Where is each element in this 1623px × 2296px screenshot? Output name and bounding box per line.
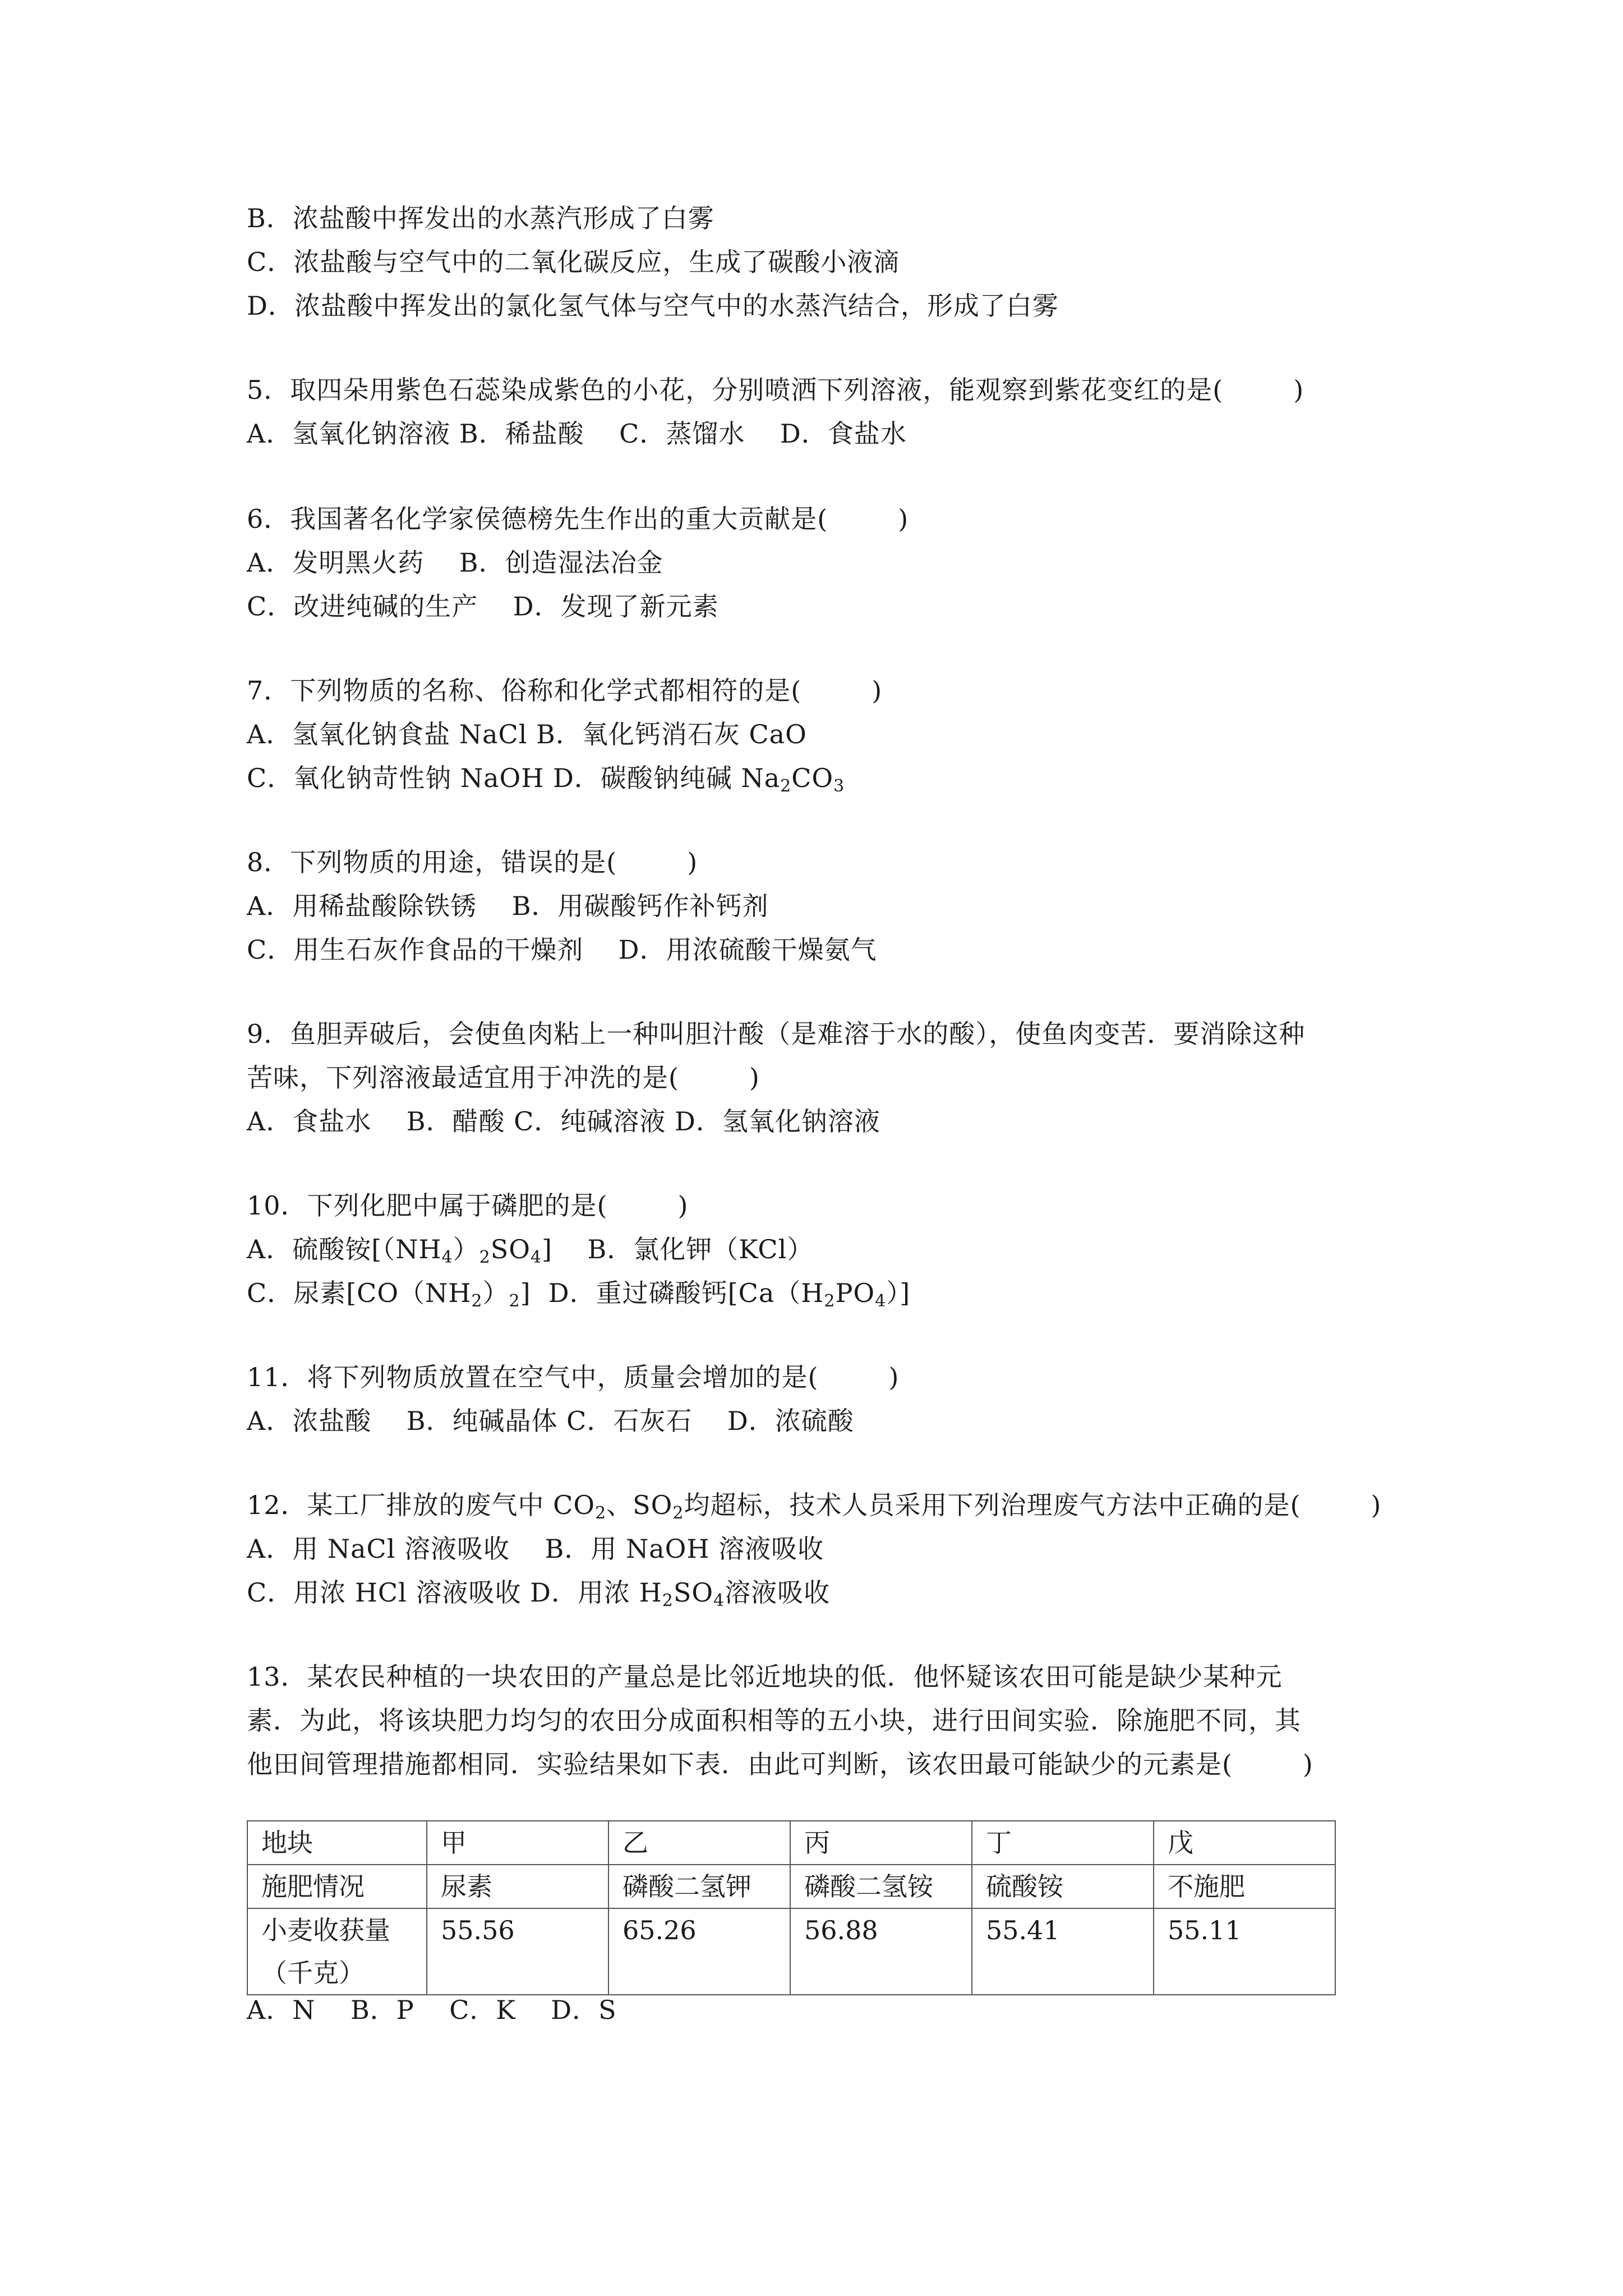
- table-cell: 戊: [1154, 1821, 1335, 1865]
- table-row-fertilizer: [247, 1865, 1335, 1908]
- q12-stem: 12．某工厂排放的废气中 $CO_2$、$SO_2$均超标，技术人员采用下列治理废气方法中正确的是( ): [247, 1490, 1382, 1523]
- q8-stem: 8．下列物质的用途，错误的是( ): [247, 847, 698, 877]
- q7-options-cd: C．氧化钠苛性钠 NaOH D．碳酸钠纯碱 $Na_2CO_3$: [247, 763, 845, 796]
- q10-options-ab: A．硫酸铵$[(NH_4)_2SO_4]$ B．氯化钾（KCl）: [247, 1234, 814, 1267]
- q11-stem: 11．将下列物质放置在空气中，质量会增加的是( ): [247, 1362, 900, 1392]
- yield-table: [247, 1820, 1336, 1995]
- q6-options-cd: C．改进纯碱的生产 D．发现了新元素: [247, 591, 719, 622]
- table-cell: 地块: [247, 1821, 427, 1865]
- table-cell: 55.11: [1154, 1908, 1335, 1995]
- q13-stem-line1: 13．某农民种植的一块农田的产量总是比邻近地块的低．他怀疑该农田可能是缺少某种元: [247, 1662, 1283, 1692]
- table-cell: 55.41: [972, 1908, 1154, 1995]
- q9-stem-line1: 9．鱼胆弄破后，会使鱼肉粘上一种叫胆汁酸（是难溶于水的酸），使鱼肉变苦．要消除这种: [247, 1019, 1306, 1049]
- q7-stem: 7．下列物质的名称、俗称和化学式都相符的是( ): [247, 675, 883, 706]
- table-cell: 不施肥: [1154, 1865, 1335, 1908]
- q13-stem-line3: 他田间管理措施都相同．实验结果如下表．由此可判断，该农田最可能缺少的元素是( ): [247, 1749, 1313, 1779]
- table-cell: 丙: [790, 1821, 972, 1865]
- table-cell: 施肥情况: [247, 1865, 427, 1908]
- q9-options: A．食盐水 B．醋酸 C．纯碱溶液 D．氢氧化钠溶液: [247, 1106, 880, 1137]
- table-row-yield: [247, 1908, 1335, 1995]
- q7-options-ab: A．氢氧化钠食盐 NaCl B．氧化钙消石灰 CaO: [247, 719, 807, 749]
- q12-options-cd: C．用浓 HCl 溶液吸收 D．用浓 $H_2SO_4$溶液吸收: [247, 1577, 831, 1611]
- table-cell: 硫酸铵: [972, 1865, 1154, 1908]
- q6-stem: 6．我国著名化学家侯德榜先生作出的重大贡献是( ): [247, 504, 909, 534]
- table-cell: 乙: [608, 1821, 790, 1865]
- q4-option-b: B．浓盐酸中挥发出的水蒸汽形成了白雾: [247, 203, 714, 233]
- table-cell: 甲: [427, 1821, 608, 1865]
- table-cell: 丁: [972, 1821, 1154, 1865]
- q10-options-cd: C．尿素$[CO(NH_2)_2]$ D．重过磷酸钙$[Ca(H_2PO_4)]$: [247, 1278, 911, 1311]
- table-cell: 55.56: [427, 1908, 608, 1995]
- q4-option-d: D．浓盐酸中挥发出的氯化氢气体与空气中的水蒸汽结合，形成了白雾: [247, 291, 1059, 321]
- q4-option-c: C．浓盐酸与空气中的二氧化碳反应，生成了碳酸小液滴: [247, 247, 900, 277]
- q6-options-ab: A．发明黑火药 B．创造湿法冶金: [247, 547, 663, 578]
- q9-stem-line2: 苦味，下列溶液最适宜用于冲洗的是( ): [247, 1062, 760, 1093]
- q12-options-ab: A．用 NaCl 溶液吸收 B．用 NaOH 溶液吸收: [247, 1534, 824, 1564]
- table-cell: 小麦收获量（千克）: [247, 1908, 427, 1995]
- q11-options: A．浓盐酸 B．纯碱晶体 C．石灰石 D．浓硫酸: [247, 1406, 854, 1436]
- q5-stem: 5．取四朵用紫色石蕊染成紫色的小花，分别喷洒下列溶液，能观察到紫花变红的是( ): [247, 375, 1304, 405]
- q13-options: A．N B．P C．K D．S: [247, 1995, 617, 2025]
- table-cell: 56.88: [790, 1908, 972, 1995]
- table-cell: 65.26: [608, 1908, 790, 1995]
- q13-stem-line2: 素．为此，将该块肥力均匀的农田分成面积相等的五小块，进行田间实验．除施肥不同，其: [247, 1705, 1301, 1736]
- table-cell: 尿素: [427, 1865, 608, 1908]
- table-cell: 磷酸二氢钾: [608, 1865, 790, 1908]
- table-header-row: [247, 1821, 1335, 1865]
- q8-options-ab: A．用稀盐酸除铁锈 B．用碳酸钙作补钙剂: [247, 891, 769, 921]
- table-cell: 磷酸二氢铵: [790, 1865, 972, 1908]
- q5-options: A．氢氧化钠溶液 B．稀盐酸 C．蒸馏水 D．食盐水: [247, 418, 907, 449]
- q10-stem: 10．下列化肥中属于磷肥的是( ): [247, 1190, 689, 1221]
- q8-options-cd: C．用生石灰作食品的干燥剂 D．用浓硫酸干燥氨气: [247, 935, 877, 965]
